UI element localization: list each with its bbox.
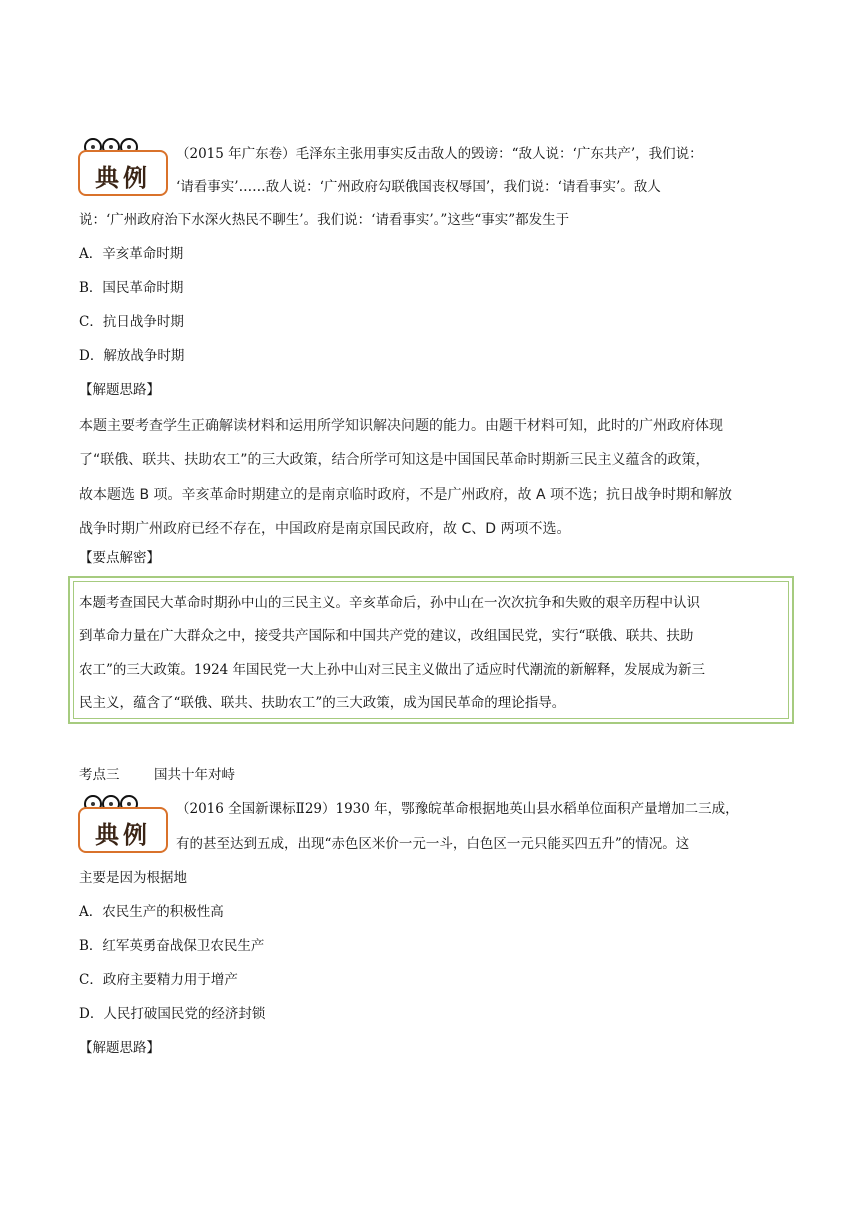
example1-analysis-line4: 战争时期广州政府已经不存在，中国政府是南京国民政府，故 C、D 两项不选。: [79, 521, 571, 537]
example2-option-b: B．红军英勇奋战保卫农民生产: [79, 938, 265, 954]
key-point-line2: 到革命力量在广大群众之中，接受共产国际和中国共产党的建议，改组国民党，实行“联俄、联共、扶助: [79, 628, 694, 644]
example1-option-c: C．抗日战争时期: [79, 314, 184, 330]
example-logo-1: [76, 138, 168, 196]
example2-stem-line1: （2016 全国新课标Ⅱ29）1930 年，鄂豫皖革命根据地英山县水稻单位面积产量增加二三成，: [176, 801, 739, 817]
example1-stem-line3: 说：‘广州政府治下水深火热民不聊生’。我们说：‘请看事实’。”这些“事实”都发生于: [79, 212, 570, 228]
example2-option-d: D．人民打破国民党的经济封锁: [79, 1006, 266, 1022]
example1-key-heading: 【要点解密】: [79, 550, 160, 566]
example1-analysis-heading: 【解题思路】: [79, 382, 160, 398]
example1-analysis-line2: 了“联俄、联共、扶助农工”的三大政策，结合所学可知这是中国国民革命时期新三民主义蕴含的政策，: [79, 452, 710, 468]
section-title: 国共十年对峙: [154, 767, 235, 783]
example1-analysis-line1: 本题主要考查学生正确解读材料和运用所学知识解决问题的能力。由题干材料可知，此时的广州政府体现: [79, 418, 723, 434]
example1-option-d: D．解放战争时期: [79, 348, 185, 364]
example2-option-c: C．政府主要精力用于增产: [79, 972, 238, 988]
key-point-line4: 民主义，蕴含了“联俄、联共、扶助农工”的三大政策，成为国民革命的理论指导。: [79, 695, 566, 711]
example2-option-a: A．农民生产的积极性高: [79, 904, 224, 920]
example1-option-b: B．国民革命时期: [79, 280, 184, 296]
example1-option-a: A．辛亥革命时期: [79, 246, 184, 262]
key-point-line3: 农工”的三大政策。1924 年国民党一大上孙中山对三民主义做出了适应时代潮流的新解释，发展成为新三: [79, 662, 706, 678]
example2-stem-line2: 有的甚至达到五成，出现“赤色区米价一元一斗，白色区一元只能买四五升”的情况。这: [176, 836, 690, 852]
logo-label: 典例: [95, 821, 151, 849]
example2-stem-line3: 主要是因为根据地: [79, 870, 187, 886]
example1-stem-line2: ‘请看事实’……敌人说：‘广州政府勾联俄国丧权辱国’，我们说：‘请看事实’。敌人: [176, 179, 661, 195]
section-label: 考点三: [79, 767, 120, 783]
example1-stem-line1: （2015 年广东卷）毛泽东主张用事实反击敌人的毁谤：“敌人说：‘广东共产’，我们说：: [176, 146, 703, 162]
example1-analysis-line3: 故本题选 B 项。辛亥革命时期建立的是南京临时政府，不是广州政府，故 A 项不选；抗日战争时期和解放: [79, 487, 732, 503]
key-point-line1: 本题考查国民大革命时期孙中山的三民主义。辛亥革命后，孙中山在一次次抗争和失败的艰辛历程中认识: [79, 595, 700, 611]
example-logo-2: [76, 795, 168, 853]
example2-analysis-heading: 【解题思路】: [79, 1040, 160, 1056]
logo-label: 典例: [95, 164, 151, 192]
